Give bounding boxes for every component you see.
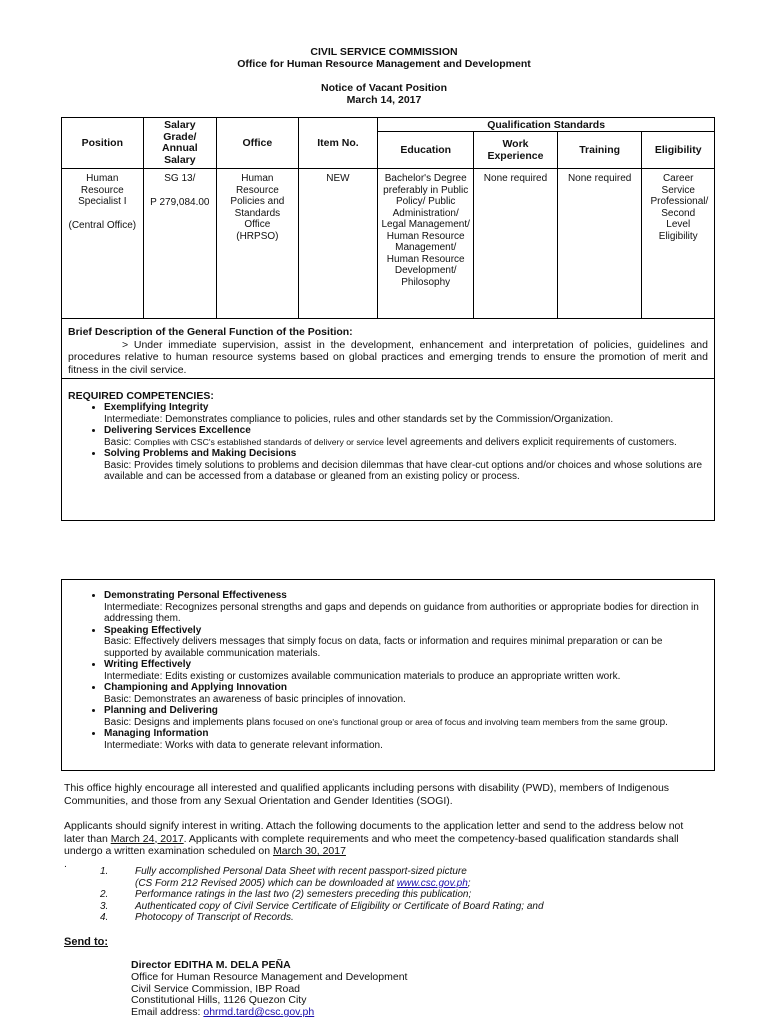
doc-text: Fully accomplished Personal Data Sheet with recent passport-sized picture	[135, 866, 467, 877]
competency-list-1	[68, 402, 708, 483]
vacancy-table	[61, 117, 715, 319]
office-name: Office for Human Resource Management and Development	[237, 58, 531, 70]
competency-desc-small: focused on one's functional group or area of focus and involving team members from the same	[272, 716, 637, 727]
stray-dot: .	[64, 857, 67, 870]
header-training: Training	[557, 132, 642, 169]
address-line-1: Office for Human Resource Management and Development	[131, 970, 408, 983]
doc-number: 2.	[100, 889, 109, 901]
encourage-paragraph: This office highly encourage all interested and qualified applicants including persons with disability (PWD), members of Indigenous Communities, and those from any Sexual Orientation and Gender Identities (SOGI).	[64, 782, 670, 807]
doc-number	[64, 878, 135, 890]
org-name: CIVIL SERVICE COMMISSION	[310, 46, 458, 58]
position-location: (Central Office)	[68, 219, 137, 231]
csc-website-link[interactable]: www.csc.gov.ph	[396, 877, 468, 889]
salary-amount: P 279,084.00	[150, 196, 210, 208]
doc-text	[135, 878, 471, 890]
competency-name: Demonstrating Personal Effectiveness	[104, 590, 287, 601]
apply-text-a: Applicants should signify interest in writing. Attach the following documents to the application letter and send to the address below not later than	[64, 820, 684, 845]
doc-text-b: ;	[467, 877, 471, 889]
list-item	[104, 728, 708, 751]
competencies-title: REQUIRED COMPETENCIES:	[68, 390, 214, 402]
brief-title: Brief Description of the General Function of the Position:	[68, 326, 353, 338]
apply-text-b: . Applicants with complete requirements and who meet the competency-based qualification standards shall undergo a written examination scheduled on	[64, 832, 679, 857]
competency-name: Speaking Effectively	[104, 624, 202, 636]
competency-desc	[104, 717, 708, 729]
competency-desc: Basic: Provides timely solutions to problems and decision dilemmas that have clear-cut options and/or choices and whose solutions are available and can be accessed from a database or gleaned from an existing policy or process.	[104, 459, 703, 483]
mailing-address	[131, 960, 407, 1019]
list-item	[64, 866, 714, 878]
competency-desc-small: Complies with CSC's established standards of delivery or service	[134, 436, 384, 447]
competency-name: Delivering Services Excellence	[104, 425, 251, 437]
cell-position	[62, 169, 144, 319]
doc-number: 4.	[100, 912, 109, 924]
header-work-experience: Work Experience	[474, 132, 558, 169]
header-position: Position	[62, 118, 144, 169]
competencies-box-2	[61, 579, 715, 771]
notice-title: Notice of Vacant Position	[320, 82, 448, 94]
cell-eligibility: Career Service Professional/ Second Level Eligibility	[642, 169, 715, 319]
competency-desc: Intermediate: Edits existing or customizes available communication materials to produce an appropriate written work.	[104, 670, 621, 682]
competency-name: Solving Problems and Making Decisions	[104, 448, 297, 460]
email-line	[131, 1007, 407, 1019]
competency-desc-rest: group.	[636, 716, 668, 728]
competency-name: Planning and Delivering	[104, 705, 218, 716]
list-item	[104, 425, 708, 448]
header-item-no: Item No.	[298, 118, 378, 169]
address-line-3: Constitutional Hills, 1126 Quezon City	[131, 994, 307, 1007]
cell-item-no: NEW	[298, 169, 378, 319]
doc-text: Photocopy of Transcript of Records.	[135, 912, 294, 924]
header-qualification-standards: Qualification Standards	[378, 118, 715, 132]
address-line-2: Civil Service Commission, IBP Road	[131, 982, 301, 995]
list-item	[104, 402, 708, 425]
list-item	[64, 901, 714, 913]
competency-name: Writing Effectively	[104, 659, 192, 670]
header-office: Office	[217, 118, 299, 169]
documents-list	[64, 866, 714, 924]
competency-desc-level: Basic: Designs and implements plans	[104, 716, 273, 728]
email-link[interactable]: ohrmd.tard@csc.gov.ph	[203, 1006, 315, 1019]
list-item	[104, 625, 708, 660]
list-item	[104, 705, 708, 728]
brief-text-body: > Under immediate supervision, assist in the development, enhancement and interpretation of policies, guidelines and procedures relative to human resource systems based on global practices and emerging trends to ensure the promotion of merit and fitness in the civil service.	[68, 338, 708, 376]
competency-desc: Basic: Demonstrates an awareness of basic principles of innovation.	[104, 693, 406, 705]
exam-date: March 30, 2017	[272, 845, 346, 857]
doc-text-a: (CS Form 212 Revised 2005) which can be downloaded at	[135, 877, 397, 889]
doc-number: 3.	[100, 900, 109, 912]
cell-salary	[143, 169, 216, 319]
brief-description	[61, 316, 715, 379]
cell-education: Bachelor's Degree preferably in Public Policy/ Public Administration/ Legal Management/ Human Resource Management/ Human Resource Development/ Philosophy	[378, 169, 474, 319]
competency-desc	[104, 437, 708, 449]
list-item	[104, 659, 708, 682]
send-to-label: Send to:	[64, 936, 108, 948]
brief-text	[68, 339, 708, 377]
list-item	[104, 448, 708, 483]
document-header	[0, 46, 768, 106]
cell-work-experience: None required	[474, 169, 558, 319]
competency-desc: Intermediate: Recognizes personal strengths and gaps and depends on guidance from authorities or appropriate bodies for direction in addressing them.	[104, 601, 699, 624]
list-item	[64, 878, 714, 890]
list-item	[64, 912, 714, 924]
competency-desc-level: Basic:	[104, 436, 135, 448]
cell-office: Human Resource Policies and Standards Office (HRPSO)	[217, 169, 299, 319]
list-item	[104, 590, 708, 625]
competency-name: Exemplifying Integrity	[104, 402, 209, 414]
competency-list-2	[68, 590, 708, 751]
salary-grade: SG 13/	[164, 173, 196, 184]
header-salary: Salary Grade/ Annual Salary	[143, 118, 216, 169]
competency-name: Championing and Applying Innovation	[104, 682, 287, 693]
doc-text: Authenticated copy of Civil Service Certificate of Eligibility or Certificate of Board Rating; and	[135, 900, 544, 912]
doc-text: Performance ratings in the last two (2) semesters preceding this publication;	[135, 889, 472, 901]
competency-desc-rest: level agreements and delivers explicit requirements of customers.	[383, 436, 677, 448]
application-instructions	[64, 820, 704, 870]
recipient-name: Director EDITHA M. DELA PEÑA	[131, 959, 291, 971]
position-title: Human Resource Specialist I	[78, 173, 127, 207]
list-item	[64, 889, 714, 901]
list-item	[104, 682, 708, 705]
application-deadline: March 24, 2017	[110, 832, 184, 845]
notice-date: March 14, 2017	[346, 94, 422, 106]
competency-desc: Intermediate: Demonstrates compliance to policies, rules and other standards set by the Commission/Organization.	[104, 413, 614, 425]
competency-desc: Intermediate: Works with data to generate relevant information.	[104, 739, 383, 751]
email-label: Email address:	[131, 1006, 204, 1019]
header-education: Education	[378, 132, 474, 169]
competency-desc: Basic: Effectively delivers messages that simply focus on data, facts or information and requires minimal preparation or can be supported by available communication materials.	[104, 636, 663, 659]
header-eligibility: Eligibility	[642, 132, 715, 169]
competency-name: Managing Information	[104, 728, 209, 739]
competencies-box-1	[61, 379, 715, 521]
doc-number: 1.	[100, 866, 109, 877]
cell-training: None required	[557, 169, 642, 319]
